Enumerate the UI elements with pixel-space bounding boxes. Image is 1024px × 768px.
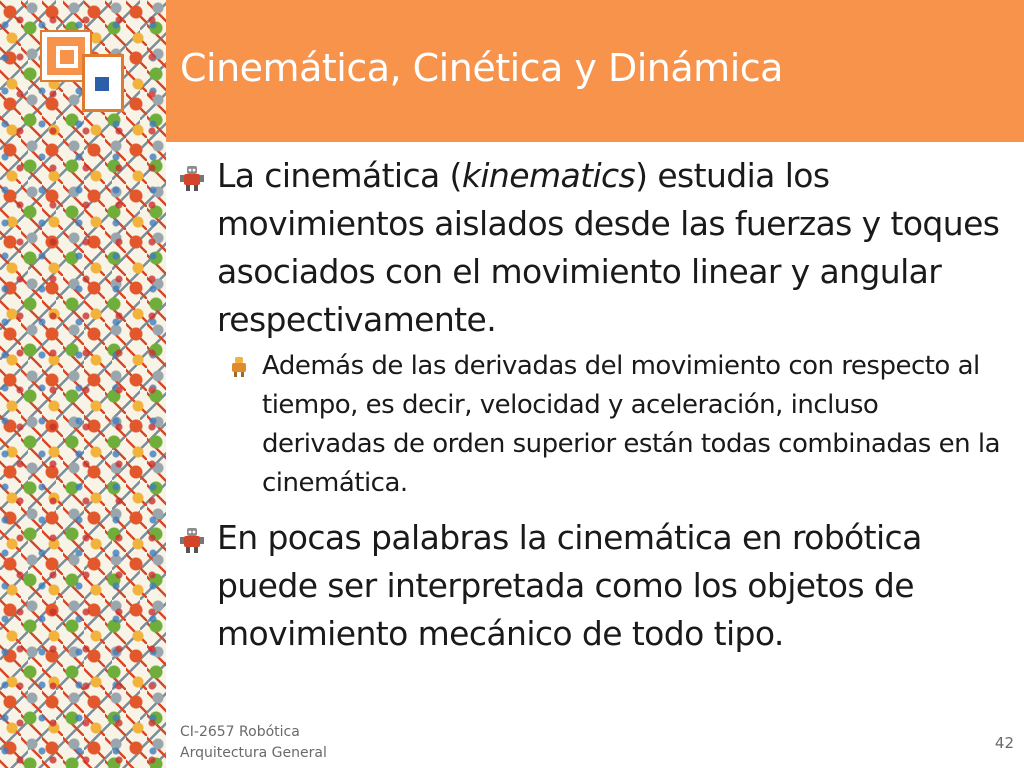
bullet-item-2 — [176, 347, 1006, 503]
slide-title: Cinemática, Cinética y Dinámica — [180, 46, 783, 90]
logo-squares-icon — [42, 32, 126, 112]
bullet-text-1-italic: kinematics — [461, 156, 636, 195]
bullet-item-3 — [176, 514, 1006, 658]
page-number: 42 — [994, 734, 1014, 752]
bullet-text-1a: La cinemática ( — [217, 156, 462, 195]
bullet-list — [176, 152, 1006, 658]
robot-bullet-icon — [178, 526, 206, 554]
bullet-text-2: Además de las derivadas del movimiento con respecto al tiempo, es decir, velocidad y aceleración, incluso derivadas de orden superior están todas combinadas en la cinemática. — [262, 351, 1000, 498]
logo-square-white — [82, 54, 124, 112]
decorative-robot-pattern — [0, 0, 166, 768]
footer-subtitle: Arquitectura General — [180, 745, 327, 761]
footer — [180, 722, 327, 764]
footer-course: CI-2657 Robótica — [180, 724, 300, 740]
small-robot-bullet-icon — [228, 356, 250, 378]
bullet-text-3: En pocas palabras la cinemática en robótica puede ser interpretada como los objetos de movimiento mecánico de todo tipo. — [217, 518, 922, 653]
bullet-item-1 — [176, 152, 1006, 344]
robot-bullet-icon — [178, 164, 206, 192]
bullet-text-1b: ) estudia los movimientos aislados desde las fuerzas y toques asociados con el movimiento linear y angular respectivamente. — [217, 156, 1000, 339]
